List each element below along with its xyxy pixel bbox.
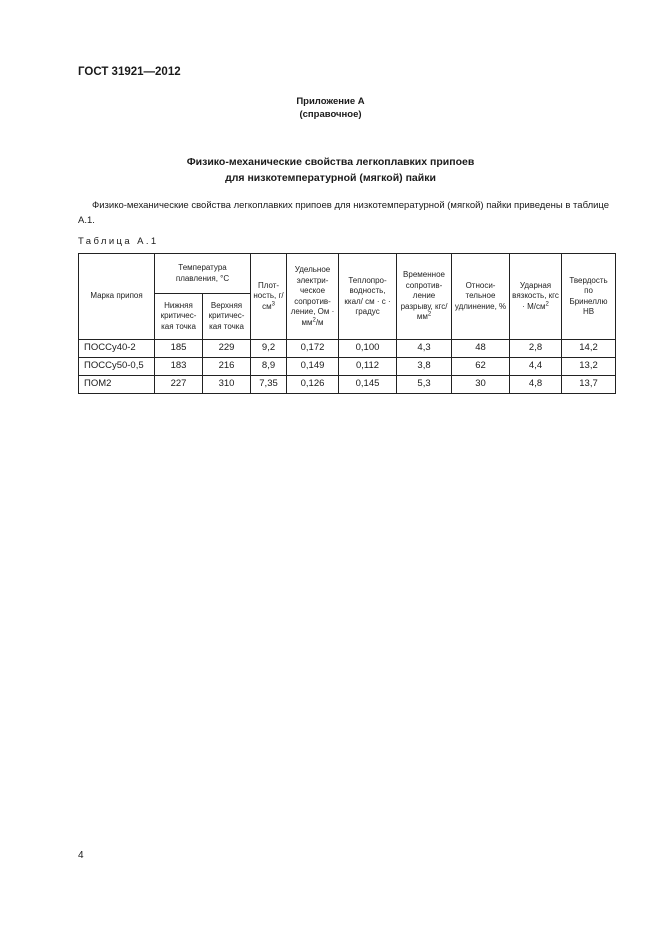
cell-density: 9,2 [251,340,287,358]
cell-tensile: 3,8 [397,358,452,376]
cell-hardness: 14,2 [562,340,616,358]
section-heading-line1: Физико-механические свойства легкоплавких припоев [186,156,475,168]
header-lower-critical-point: Нижняя критичес-кая точка [155,294,203,340]
cell-elongation: 62 [452,358,510,376]
document-id: ГОСТ 31921—2012 [78,66,181,78]
cell-thermal: 0,100 [339,340,397,358]
cell-grade: ПОССу50-0,5 [79,358,155,376]
header-thermal-conductivity: Теплопро-водность, ккал/ см · с · градус [339,254,397,340]
cell-resistivity: 0,149 [287,358,339,376]
cell-elongation: 30 [452,376,510,394]
cell-hardness: 13,2 [562,358,616,376]
table-row [79,376,616,394]
cell-upper: 310 [203,376,251,394]
cell-lower: 185 [155,340,203,358]
header-grade: Марка припоя [79,254,155,340]
cell-resistivity: 0,126 [287,376,339,394]
properties-table [78,253,616,394]
cell-lower: 227 [155,376,203,394]
cell-tensile: 5,3 [397,376,452,394]
header-elongation: Относи-тельное удлинение, % [452,254,510,340]
cell-lower: 183 [155,358,203,376]
cell-impact: 2,8 [510,340,562,358]
cell-thermal: 0,145 [339,376,397,394]
cell-upper: 216 [203,358,251,376]
cell-impact: 4,4 [510,358,562,376]
cell-impact: 4,8 [510,376,562,394]
table-row [79,358,616,376]
cell-grade: ПОМ2 [79,376,155,394]
body-paragraph: Физико-механические свойства легкоплавких припоев для низкотемпературной (мягкой) пайки приведены в таблице А.1. [78,200,610,226]
table-caption: Таблица А.1 [78,236,159,247]
header-hardness: Твердость по Бринеллю НВ [562,254,616,340]
appendix-title: Приложение А [296,96,365,107]
cell-density: 7,35 [251,376,287,394]
header-melting-temperature: Температура плавления, °С [155,254,251,294]
cell-tensile: 4,3 [397,340,452,358]
table-row [79,340,616,358]
appendix-subtitle: (справочное) [299,109,362,120]
cell-density: 8,9 [251,358,287,376]
cell-thermal: 0,112 [339,358,397,376]
cell-elongation: 48 [452,340,510,358]
header-upper-critical-point: Верхняя критичес-кая точка [203,294,251,340]
header-tensile-strength: Временное сопротив-ление разрыву, кгс/$мм^2$ [397,254,452,340]
cell-resistivity: 0,172 [287,340,339,358]
section-heading-line2: для низкотемпературной (мягкой) пайки [225,172,436,184]
cell-hardness: 13,7 [562,376,616,394]
header-impact-strength: Ударная вязкость, кгс · $М/см^2$ [510,254,562,340]
cell-grade: ПОССу40-2 [79,340,155,358]
page-number: 4 [78,850,84,861]
header-resistivity: Удельное электри-ческое сопротив-ление, Ом · $мм^2/м$ [287,254,339,340]
header-density: Плот-ность, $г/см^3$ [251,254,287,340]
cell-upper: 229 [203,340,251,358]
